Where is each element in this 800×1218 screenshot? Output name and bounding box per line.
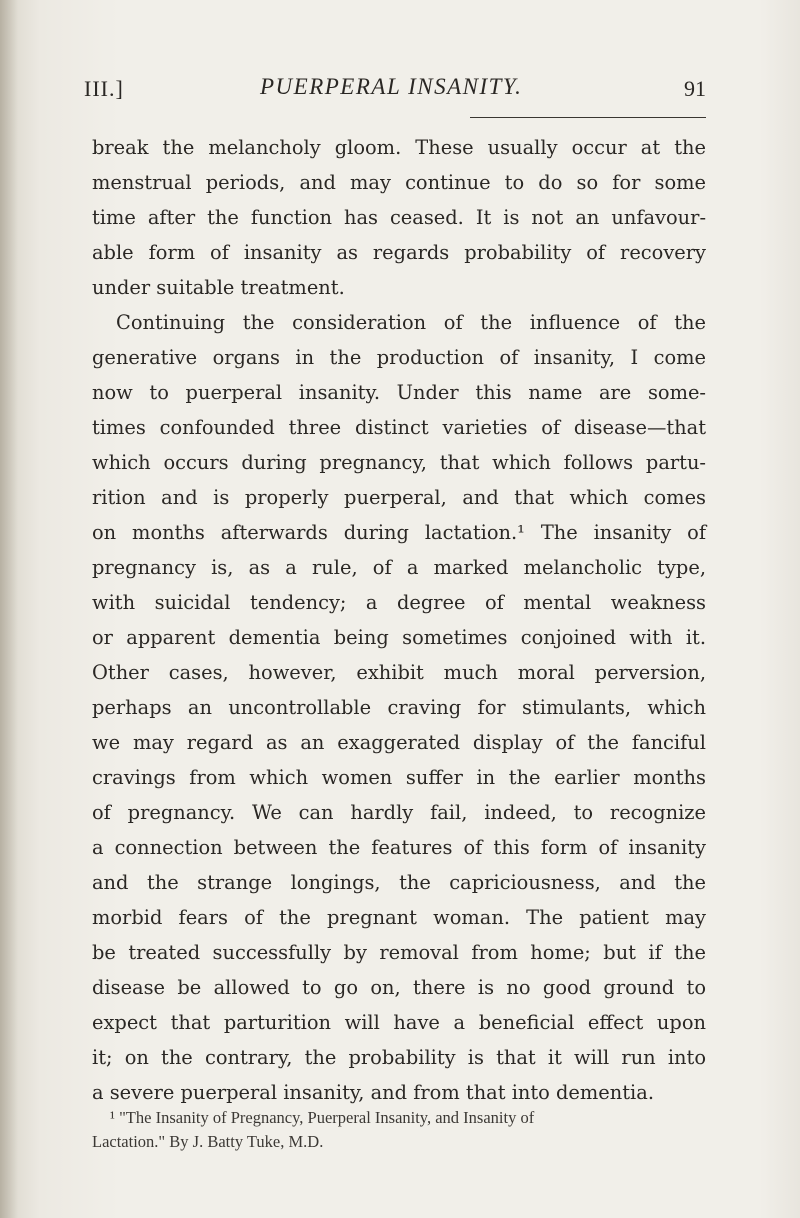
footnote xyxy=(92,1106,706,1154)
text-line: a connection between the features of this form of insanity xyxy=(92,836,706,859)
text-line: break the melancholy gloom. These usually occur at the xyxy=(92,136,706,159)
header-rule xyxy=(470,117,706,118)
text-line: morbid fears of the pregnant woman. The patient may xyxy=(92,906,706,929)
chapter-number: III.] xyxy=(84,76,124,101)
text-line: pregnancy is, as a rule, of a marked melancholic type, xyxy=(92,556,706,579)
text-line: be treated successfully by removal from home; but if the xyxy=(92,941,706,964)
text-line: on months afterwards during lactation.¹ The insanity of xyxy=(92,521,706,544)
footnote-line: Lactation." By J. Batty Tuke, M.D. xyxy=(92,1132,324,1151)
text-line: Other cases, however, exhibit much moral perversion, xyxy=(92,661,706,684)
text-line: Continuing the consideration of the influence of the xyxy=(116,311,706,334)
text-line: able form of insanity as regards probability of recovery xyxy=(92,241,706,264)
text-line: or apparent dementia being sometimes conjoined with it. xyxy=(92,626,706,649)
text-line: a severe puerperal insanity, and from that into dementia. xyxy=(92,1081,654,1104)
running-head xyxy=(84,70,706,110)
text-line: and the strange longings, the capriciousness, and the xyxy=(92,871,706,894)
text-line: generative organs in the production of insanity, I come xyxy=(92,346,706,369)
page-number: 91 xyxy=(684,76,706,101)
text-line: with suicidal tendency; a degree of mental weakness xyxy=(92,591,706,614)
body-text xyxy=(92,130,706,1110)
text-line: cravings from which women suffer in the earlier months xyxy=(92,766,706,789)
text-line: now to puerperal insanity. Under this name are some- xyxy=(92,381,706,404)
text-line: it; on the contrary, the probability is that it will run into xyxy=(92,1046,706,1069)
text-line: times confounded three distinct varieties of disease—that xyxy=(92,416,706,439)
text-line: of pregnancy. We can hardly fail, indeed, to recognize xyxy=(92,801,706,824)
spine-shadow xyxy=(0,0,18,1218)
text-line: menstrual periods, and may continue to do so for some xyxy=(92,171,706,194)
text-line: under suitable treatment. xyxy=(92,276,345,299)
running-title: PUERPERAL INSANITY. xyxy=(260,74,523,99)
footnote-line: ¹ "The Insanity of Pregnancy, Puerperal Insanity, and Insanity of xyxy=(110,1108,535,1127)
text-line: rition and is properly puerperal, and that which comes xyxy=(92,486,706,509)
text-line: expect that parturition will have a beneficial effect upon xyxy=(92,1011,706,1034)
text-line: perhaps an uncontrollable craving for stimulants, which xyxy=(92,696,706,719)
text-line: time after the function has ceased. It is not an unfavour- xyxy=(92,206,706,229)
text-line: disease be allowed to go on, there is no good ground to xyxy=(92,976,706,999)
text-line: which occurs during pregnancy, that which follows partu- xyxy=(92,451,706,474)
text-line: we may regard as an exaggerated display of the fanciful xyxy=(92,731,706,754)
